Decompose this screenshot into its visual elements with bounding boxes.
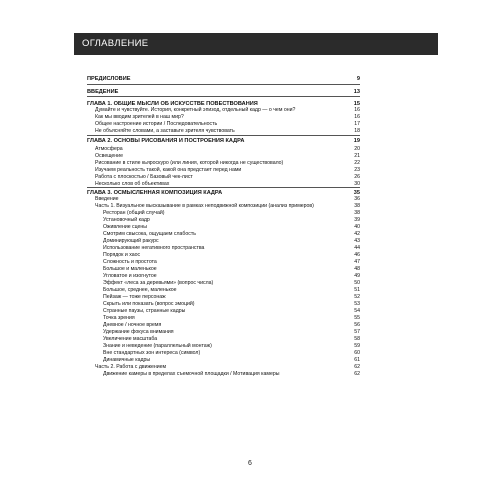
toc-entry-page: 35	[353, 190, 360, 196]
toc-entry-page: 61	[354, 357, 360, 363]
toc-entry-label: ГЛАВА 2. ОСНОВЫ РИСОВАНИЯ И ПОСТРОЕНИЯ КАДРА	[87, 138, 245, 144]
toc-entry-label: Скрыть или показать (вопрос эмоций)	[103, 301, 195, 307]
toc-entry-label: Ресторан (общий случай)	[103, 210, 165, 216]
toc-entry-label: Динамичные кадры	[103, 357, 151, 363]
header-bar	[74, 33, 438, 55]
toc-entry-label: ГЛАВА 3. ОСМЫСЛЕННАЯ КОМПОЗИЦИЯ КАДРА	[87, 190, 223, 196]
toc-entry-label: ГЛАВА 1. ОБЩИЕ МЫСЛИ ОБ ИСКУССТВЕ ПОВЕСТВОВАНИЯ	[87, 101, 258, 107]
toc-entry-page: 60	[354, 350, 360, 356]
toc-entry-page: 62	[354, 364, 360, 370]
toc-entry-page: 22	[354, 160, 360, 166]
toc-entry-page: 16	[354, 107, 360, 113]
toc-entry-page: 59	[354, 343, 360, 349]
toc-entry-label: Точка зрения	[103, 315, 135, 321]
toc-entry-page: 56	[354, 322, 360, 328]
toc-entry[interactable]	[87, 371, 360, 379]
toc-entry-label: Использование негативного пространства	[103, 245, 205, 251]
toc-entry-page: 47	[354, 259, 360, 265]
toc-entry-label: Освещение	[95, 153, 123, 159]
toc-entry-label: Порядок и хаос	[103, 252, 141, 258]
toc-entry-label: Угловатое и изогнутое	[103, 273, 157, 279]
toc-entry-page: 26	[354, 174, 360, 180]
toc-entry-label: Большое и маленькое	[103, 266, 157, 272]
toc-entry-page: 55	[354, 315, 360, 321]
toc-entry-label: Удержание фокуса внимания	[103, 329, 174, 335]
toc-entry-page: 23	[354, 167, 360, 173]
toc-entry-label: Сложность и простота	[103, 259, 157, 265]
toc-entry-label: Пейзаж — тоже персонаж	[103, 294, 166, 300]
toc-entry-label: Рисование в стиле кьяроскуро (или линия, которой никогда не существовало)	[95, 160, 284, 166]
toc-entry-label: Работа с плоскостью / Базовый чек-лист	[95, 174, 193, 180]
toc-entry-label: Установочный кадр	[103, 217, 150, 223]
toc-entry-page: 20	[354, 146, 360, 152]
toc-entry-label: Дневное / ночное время	[103, 322, 162, 328]
page-number: 6	[248, 460, 252, 467]
toc-entry-page: 48	[354, 266, 360, 272]
toc-entry-label: Атмосфера	[95, 146, 123, 152]
toc-chapter[interactable]	[87, 89, 360, 97]
toc-entry-page: 13	[353, 89, 360, 95]
toc-entry-page: 49	[354, 273, 360, 279]
toc-entry-page: 18	[354, 128, 360, 134]
toc-entry-label: Смотрим свысока, ощущаем слабость	[103, 231, 196, 237]
toc-entry-label: Движение камеры в пределах съемочной площадки / Мотивация камеры	[103, 371, 280, 377]
toc-entry-page: 40	[354, 224, 360, 230]
toc-entry[interactable]	[87, 128, 360, 136]
toc-entry-label: Думайте и чувствуйте. История, конкретный эпизод, отдельный кадр — о чем они?	[95, 107, 296, 113]
toc-entry-page: 53	[354, 301, 360, 307]
toc-entry-page: 9	[356, 76, 360, 82]
toc-entry-page: 54	[354, 308, 360, 314]
toc-entry-label: Знание и неведение (параллельный монтаж)	[103, 343, 212, 349]
toc-entry-page: 16	[354, 114, 360, 120]
toc-entry-page: 62	[354, 371, 360, 377]
toc-entry-label: Несколько слов об объективах	[95, 181, 170, 187]
toc-entry-page: 44	[354, 245, 360, 251]
toc-entry-page: 57	[354, 329, 360, 335]
toc-entry-page: 43	[354, 238, 360, 244]
page-title: ОГЛАВЛЕНИЕ	[82, 38, 149, 49]
toc-entry-label: Большое, среднее, маленькое	[103, 287, 177, 293]
toc-entry-label: ВВЕДЕНИЕ	[87, 89, 119, 95]
toc-entry-page: 50	[354, 280, 360, 286]
toc-entry-label: Увеличение масштаба	[103, 336, 158, 342]
toc-entry-label: Как мы вводим зрителей в наш мир?	[95, 114, 184, 120]
toc-entry-page: 42	[354, 231, 360, 237]
toc-entry-label: Доминирующий ракурс	[103, 238, 159, 244]
toc-entry-label: Изучаем реальность такой, какой она предстает перед нами	[95, 167, 242, 173]
toc-entry-label: Эффект «леса за деревьями» (вопрос числа)	[103, 280, 214, 286]
toc-entry-page: 52	[354, 294, 360, 300]
toc-entry-label: Общее настроение истории / Последовательность	[95, 121, 218, 127]
toc-entry-page: 21	[354, 153, 360, 159]
toc-entry-label: Странные паузы, странные кадры	[103, 308, 186, 314]
toc-entry-label: Часть 2. Работа с движением	[95, 364, 167, 370]
toc-entry-page: 30	[354, 181, 360, 187]
toc-entry-page: 51	[354, 287, 360, 293]
toc-entry[interactable]	[87, 181, 360, 189]
toc-entry-page: 38	[354, 203, 360, 209]
toc-entry-page: 36	[354, 196, 360, 202]
toc-entry-page: 58	[354, 336, 360, 342]
toc-entry-label: ПРЕДИСЛОВИЕ	[87, 76, 131, 82]
toc-entry-label: Часть 1. Визуальное высказывание в рамках неподвижной композиции (анализ примеров)	[95, 203, 314, 209]
toc-chapter[interactable]	[87, 138, 360, 146]
toc-entry-label: Оживление сцены	[103, 224, 148, 230]
toc-entry-label: Введение	[95, 196, 119, 202]
toc-entry-page: 19	[353, 138, 360, 144]
toc-entry-page: 17	[354, 121, 360, 127]
toc-chapter[interactable]	[87, 76, 360, 84]
toc-entry-page: 46	[354, 252, 360, 258]
toc-entry-label: Не объясняйте словами, а заставьте зрителя чувствовать	[95, 128, 235, 134]
divider	[87, 84, 360, 85]
toc-entry-page: 15	[353, 101, 360, 107]
toc-entry-page: 39	[354, 217, 360, 223]
toc-entry-label: Вне стандартных зон интереса (символ)	[103, 350, 201, 356]
toc-entry-page: 38	[354, 210, 360, 216]
